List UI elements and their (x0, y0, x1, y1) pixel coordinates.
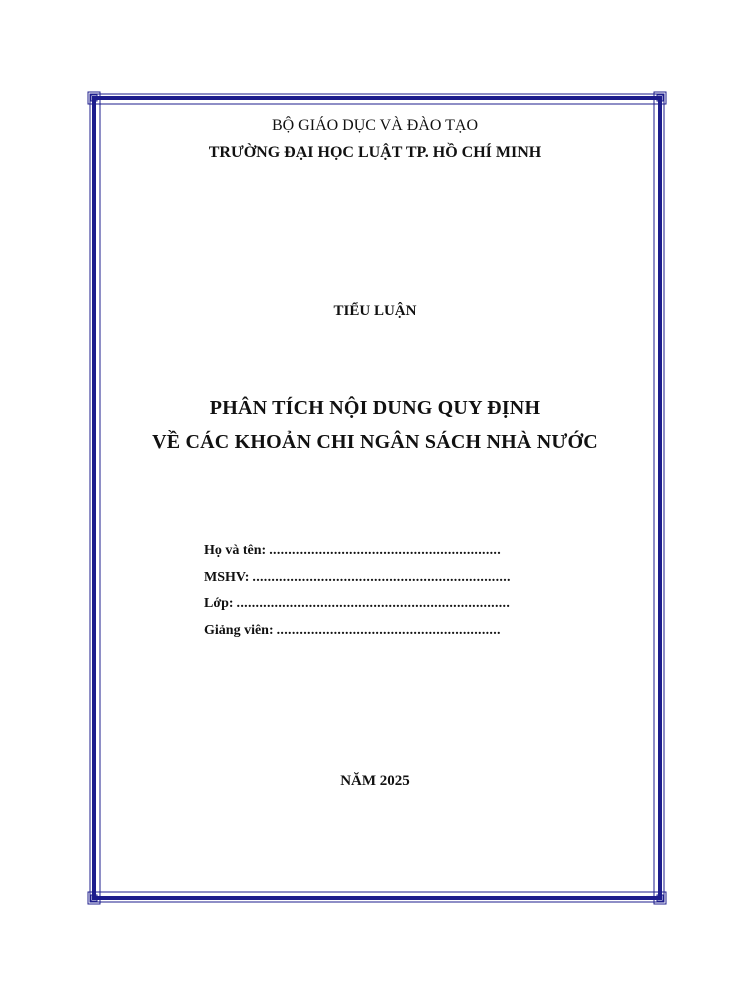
student-id-label: MSHV: (204, 569, 250, 585)
student-id-field: .................................................................... (252, 569, 511, 585)
info-row-name (204, 543, 534, 570)
lecturer-label: Giảng viên: (204, 622, 274, 638)
document-type: TIỂU LUẬN (333, 303, 417, 319)
class-field: ........................................................................ (236, 596, 511, 611)
student-info-block (204, 543, 534, 649)
info-row-class (204, 596, 534, 623)
year-text: NĂM 2025 (340, 773, 410, 789)
title-line-2: VỀ CÁC KHOẢN CHI NGÂN SÁCH NHÀ NƯỚC (152, 431, 598, 453)
name-label: Họ và tên: (204, 543, 267, 558)
info-row-lecturer (204, 623, 534, 650)
class-label: Lớp: (204, 596, 234, 611)
name-field: ............................................................. (269, 543, 502, 558)
title-line-1: PHÂN TÍCH NỘI DUNG QUY ĐỊNH (209, 397, 541, 419)
ministry-name: BỘ GIÁO DỤC VÀ ĐÀO TẠO (271, 117, 479, 134)
info-row-student-id (204, 570, 534, 597)
university-name: TRƯỜNG ĐẠI HỌC LUẬT TP. HỒ CHÍ MINH (208, 144, 542, 161)
lecturer-field: ........................................................... (276, 622, 501, 638)
